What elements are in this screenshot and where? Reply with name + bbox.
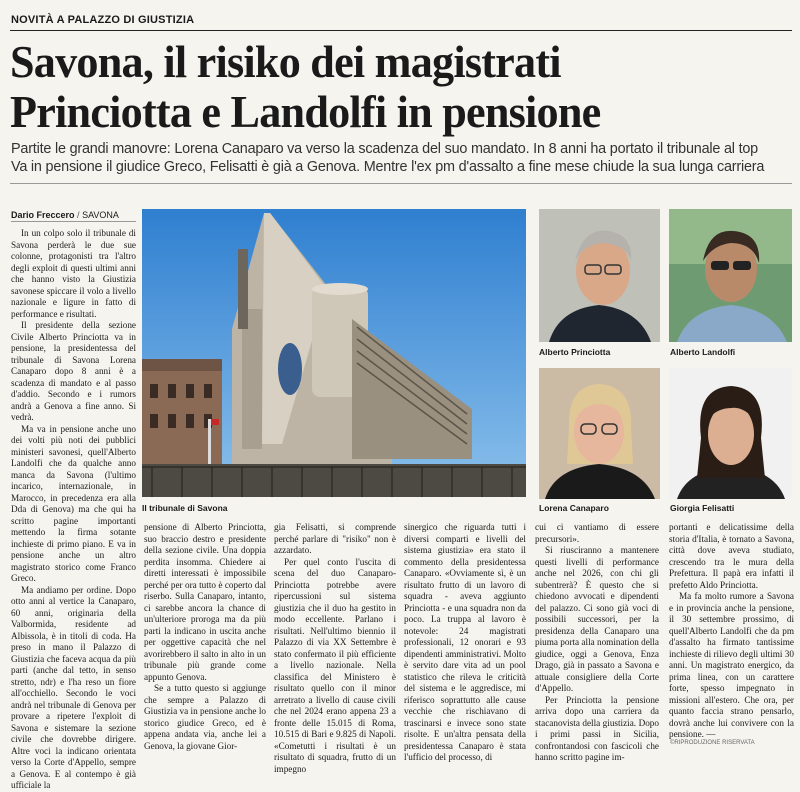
top-rule bbox=[10, 30, 792, 31]
portrait-princiotta bbox=[539, 209, 660, 342]
caption-princiotta: Alberto Princiotta bbox=[539, 347, 611, 357]
paragraph: Per quel conto l'uscita di scena del duo Canaparo-Princiotta potrebbe avere ripercussioni sul sistema giustizia che il duo ha gestito in modo eccellente. Parlano i risultati. Nell'ultimo biennio il Palazzo di via XX Settembre è stato confermato il più efficiente a livello nazionale. Nella classifica del Ministero è risultato quello con il minor arretrato a livello di cause civili che nel 2024 erano appena 23 a fronte delle 15.015 di Roma, 10.515 di Bari e 9.825 di Napoli. «Cometutti i risultati è un risultato di squadra, frutto di un impegno bbox=[274, 556, 396, 774]
paragraph: Il presidente della sezione Civile Alberto Princiotta va in pensione, la presidentessa del tribunale di Savona Lorena Canaparo dopo 8 anni è a scadenza di mandato e al passo d'addio. Secondo e i rumors andrà a Genova a fine anno. Si vedrà. bbox=[11, 320, 136, 422]
article-column-4 bbox=[404, 522, 526, 762]
paragraph: gia Felisatti, si comprende perché parlare di "risiko" non è azzardato. bbox=[274, 522, 396, 555]
subtitle-line-2: Va in pensione il giudice Greco, Felisatti è già a Genova. Mentre l'ex pm d'assalto a fine mese chiude la sua lunga carriera bbox=[11, 159, 765, 175]
paragraph: Ma andiamo per ordine. Dopo otto anni al vertice la Canaparo, 60 anni, originaria della Valbormida, residente ad Albissola, è in titoli di coda. Ha preso in mano il Palazzo di Giustizia che faceva acqua da più parti (anche dal tetto, in senso stretto, ndr) e l'ha reso un fiore all'occhiello. Secondo le voci andrà nel tribunale di Genova per provare a ripetere l'exploit di Savona e sistemare la sezione civile che dovrebbe dirigere. Altre voci la indicano orientata verso la Corte d'Appello, sempre a Genova. E al contempo è già ufficiale la bbox=[11, 584, 136, 790]
paragraph: Ma fa molto rumore a Savona e in provincia anche la pensione, il 30 settembre prossimo, di quell'Alberto Landolfi che da pm d'assalto ha firmato tantissime inchieste di rilievo degli ultimi 30 anni. Un magistrato energico, da prima linea, con un carattere forte, spesso impegnato in missioni all'estero. Che ora, per quanto faccia strano pensarlo, dovrà anche lui convivere con la pensione. — bbox=[669, 591, 794, 739]
paragraph: cui ci vantiamo di essere precursori». bbox=[535, 522, 659, 544]
article-column-3 bbox=[274, 522, 396, 774]
headline-line-2: Princiotta e Landolfi in pensione bbox=[10, 86, 601, 137]
article-column-2 bbox=[144, 522, 266, 751]
caption-felisatti: Giorgia Felisatti bbox=[670, 503, 735, 513]
portrait-felisatti bbox=[669, 368, 792, 499]
byline-rule bbox=[11, 221, 136, 222]
article-column-5 bbox=[535, 522, 659, 762]
paragraph: portanti e delicatissime della storia d'Italia, è tornato a Savona, città dove aveva studiato, crescendo tra le mura della Prefettura. Il papà era infatti il prefetto Aldo Princiotta. bbox=[669, 522, 794, 590]
paragraph: In un colpo solo il tribunale di Savona perderà le due sue colonne, protagonisti tra l'altro degli exploit di questi ultimi anni che hanno visto la Giustizia savonese spiccare il volo a livello nazionale e ligure in fatto di performance e risultati. bbox=[11, 228, 136, 319]
courthouse-photo bbox=[142, 209, 526, 497]
portrait-landolfi bbox=[669, 209, 792, 342]
paragraph: Ma va in pensione anche uno dei volti più noti dei pubblici ministeri savonesi, quell'Alberto Landolfi che da qualche anno manca da Savona (l'ultimo incarico, internazionale, in Marocco, in precedenza era alla Dda di Genova) ma che qui ha scritto pagine importanti mettendo la firma sotante inchieste di primo piano. E va in pensione anche un altro magistrato storico come Franco Greco. bbox=[11, 423, 136, 583]
byline: Dario Freccero / SAVONA bbox=[11, 210, 119, 220]
byline-location: SAVONA bbox=[82, 210, 119, 220]
subtitle-line-1: Partite le grandi manovre: Lorena Canaparo va verso la scadenza del suo mandato. In 8 anni ha portato il tribunale al top bbox=[11, 141, 758, 157]
article-column-6 bbox=[669, 522, 794, 744]
paragraph: Se a tutto questo si aggiunge che sempre a Palazzo di Giustizia va in pensione anche lo storico giudice Greco, ed è appena andata via, anche lei a Genova, la giovane Gior- bbox=[144, 683, 266, 751]
author-name: Dario Freccero bbox=[11, 210, 75, 220]
courthouse-caption: Il tribunale di Savona bbox=[142, 503, 228, 513]
headline-line-1: Savona, il risiko dei magistrati bbox=[10, 36, 561, 87]
paragraph: pensione di Alberto Princiotta, suo braccio destro e presidente della sezione civile. Una doppia perdita insomma. Chiedere ai diretti interessati è impossibile perché per ora tutto è coperto dal riserbo. Sulla Canaparo, intanto, ci sarebbe ancora la chance di un'ulteriore proroga ma da più parti la indicano in uscita anche per oggettive capacità che nel avorirebbero il salto in alto in un tribunale più grande come appunto Genova. bbox=[144, 522, 266, 682]
paragraph: sinergico che riguarda tutti i diversi comparti e livelli del sistema giustizia» era stato il commento della presidentessa Canaparo. «Ovviamente sì, è un risultato frutto di un lavoro di squadra - aveva aggiunto Princiotta - e una squadra non da poco. La truppa al lavoro è notevole: 24 magistrati professionali, 12 onorari e 93 dipendenti amministrativi. Molto è servito dare vita ad un pool statistico che rileva le criticità del sistema e le aggredisce, mi riferisco soprattutto alle cause vecchie che rischiavano di trascinarsi e invece sono state risolte. E un'altra pensata della presidentessa Canaparo è stata l'ufficio del processo, di bbox=[404, 522, 526, 762]
paragraph: Per Princiotta la pensione arriva dopo una carriera da stacanovista della giustizia. Dopo i primi passi in Sicilia, confrontandosi con fascicoli che hanno scritto pagine im- bbox=[535, 694, 659, 762]
article-column-1 bbox=[11, 228, 136, 790]
caption-canaparo: Lorena Canaparo bbox=[539, 503, 609, 513]
caption-landolfi: Alberto Landolfi bbox=[670, 347, 736, 357]
section-kicker: NOVITÀ A PALAZZO DI GIUSTIZIA bbox=[11, 14, 195, 26]
paragraph: Si riusciranno a mantenere questi livelli di performance anche nel 2026, con chi gli subentrerà? È questo che si chiedono avvocati e dipendenti del palazzo. Ci sono già voci di possibili successori, per la presidenza della Canaparo una piuma porta alla nomination della giudice, oggi a Genova, Enza Drago, già in passato a Savona e attuale consigliere della Corte d'Appello. bbox=[535, 545, 659, 693]
section-rule bbox=[10, 183, 792, 184]
copyright-note: ©RIPRODUZIONE RISERVATA bbox=[670, 740, 755, 746]
portrait-canaparo bbox=[539, 368, 660, 499]
